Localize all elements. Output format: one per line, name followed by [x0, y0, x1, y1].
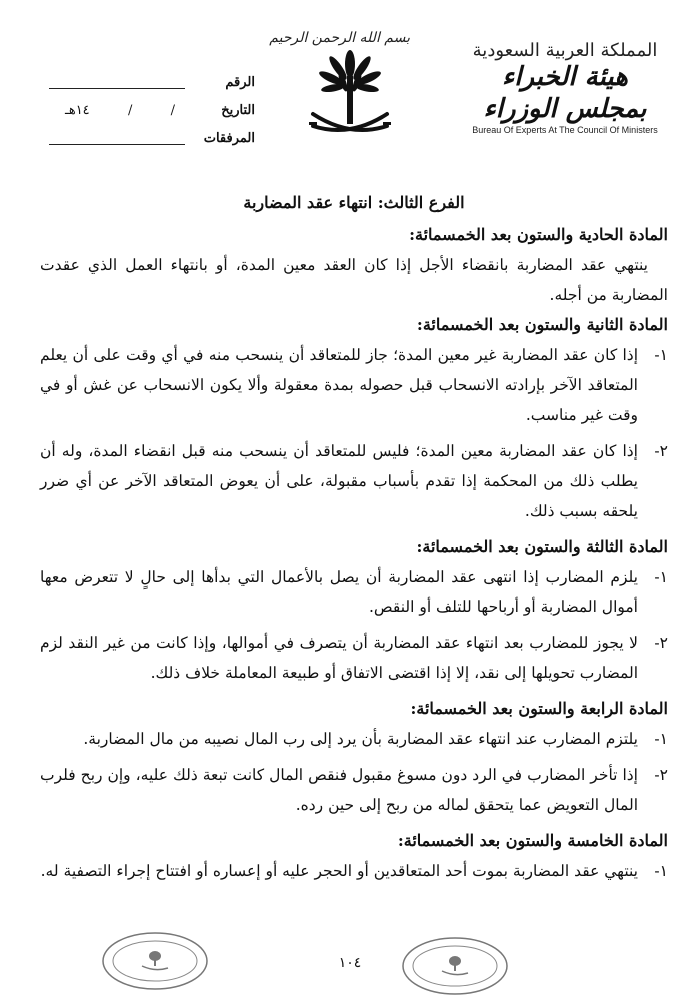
date-suffix: ١٤هـ: [65, 102, 90, 118]
palm-swords-emblem-icon: [305, 46, 395, 141]
article-item: [40, 562, 668, 622]
basmala: بسم الله الرحمن الرحيم: [269, 30, 410, 46]
item-number: ١-: [654, 568, 668, 586]
number-row: [45, 68, 255, 96]
article-paragraph: ينتهي عقد المضاربة بانقضاء الأجل إذا كان العقد معين المدة، أو بانتهاء العمل الذي عقدت المضاربة من أجله.: [40, 256, 668, 304]
article-item: [40, 724, 668, 754]
item-number: ٢-: [654, 442, 668, 460]
article-item: [40, 628, 668, 688]
stamp-icon: [400, 935, 510, 997]
item-text: ينتهي عقد المضاربة بموت أحد المتعاقدين أو الحجر عليه أو إعساره أو افتتاح إجراء التصفية له.: [40, 862, 638, 880]
emblem-block: [269, 30, 410, 145]
number-label: الرقم: [225, 74, 255, 90]
attachments-line: [49, 132, 185, 145]
item-text: إذا كان عقد المضاربة غير معين المدة؛ جاز للمتعاقد أن ينسحب منه في أي وقت على أن يعلم المتعاقد الآخر بإرادته الانسحاب قبل حصوله بمدة معقولة وألا يكون الانسحاب عن غش أو في وقت غير مناسب.: [40, 346, 638, 424]
page-number: ١٠٤: [338, 955, 362, 971]
article-title: المادة الرابعة والستون بعد الخمسمائة:: [410, 699, 668, 718]
letterhead: [460, 40, 670, 135]
item-number: ١-: [654, 346, 668, 364]
item-text: إذا كان عقد المضاربة معين المدة؛ فليس للمتعاقد أن ينسحب منه قبل انقضاء المدة، وله أن يطلب ذلك من المحكمة إذا تقدم بأسباب مقبولة، على أن يعوض المتعاقد الآخر عن أي ضرر يلحقه بسبب ذلك.: [40, 442, 638, 520]
item-number: ٢-: [654, 766, 668, 784]
article-item: [40, 856, 668, 886]
item-text: يلزم المضارب إذا انتهى عقد المضاربة أن يصل بالأعمال التي بدأها إلى حالٍ لا تتعرض معها أموال المضاربة أو أرباحها للتلف أو النقص.: [40, 568, 638, 616]
attachments-row: [45, 124, 255, 152]
section-title: الفرع الثالث: انتهاء عقد المضاربة: [243, 193, 465, 212]
document-body: [40, 188, 668, 892]
item-text: يلتزم المضارب عند انتهاء عقد المضاربة بأن يرد إلى رب المال نصيبه من مال المضاربة.: [83, 730, 638, 748]
date-slash: /: [170, 102, 175, 118]
article-item: [40, 760, 668, 820]
item-number: ١-: [654, 862, 668, 880]
article-title: المادة الخامسة والستون بعد الخمسمائة:: [397, 831, 668, 850]
date-row: [45, 96, 255, 124]
article-item: [40, 436, 668, 526]
attachments-label: المرفقات: [203, 130, 255, 146]
item-number: ١-: [654, 730, 668, 748]
date-label: التاريخ: [221, 102, 255, 118]
stamp-icon: [100, 930, 210, 992]
article-title: المادة الثانية والستون بعد الخمسمائة:: [416, 315, 668, 334]
date-value: [45, 103, 185, 118]
date-slash: /: [127, 102, 133, 118]
item-text: إذا تأخر المضارب في الرد دون مسوغ مقبول فنقص المال كانت تبعة ذلك عليه، وإن ربح فلرب المال التعويض عما يتحقق لماله من ربح إلى حين رده.: [40, 766, 638, 814]
number-line: [49, 76, 185, 89]
article-title: المادة الحادية والستون بعد الخمسمائة:: [409, 225, 668, 244]
item-text: لا يجوز للمضارب بعد انتهاء عقد المضاربة أن يتصرف في أموالها، وإذا كانت من غير النقد لزم المضارب تحويلها إلى نقد، إلا إذا اقتضى الاتفاق أو طبيعة المعاملة خلاف ذلك.: [40, 634, 638, 682]
kingdom-name: المملكة العربية السعودية: [472, 40, 658, 61]
bureau-name-arabic: هيئة الخبراء بمجلس الوزراء: [483, 62, 647, 124]
bureau-name-english: Bureau Of Experts At The Council Of Ministers: [472, 125, 658, 135]
article-item: [40, 340, 668, 430]
article-title: المادة الثالثة والستون بعد الخمسمائة:: [416, 537, 668, 556]
document-meta-fields: [45, 68, 255, 152]
item-number: ٢-: [654, 634, 668, 652]
